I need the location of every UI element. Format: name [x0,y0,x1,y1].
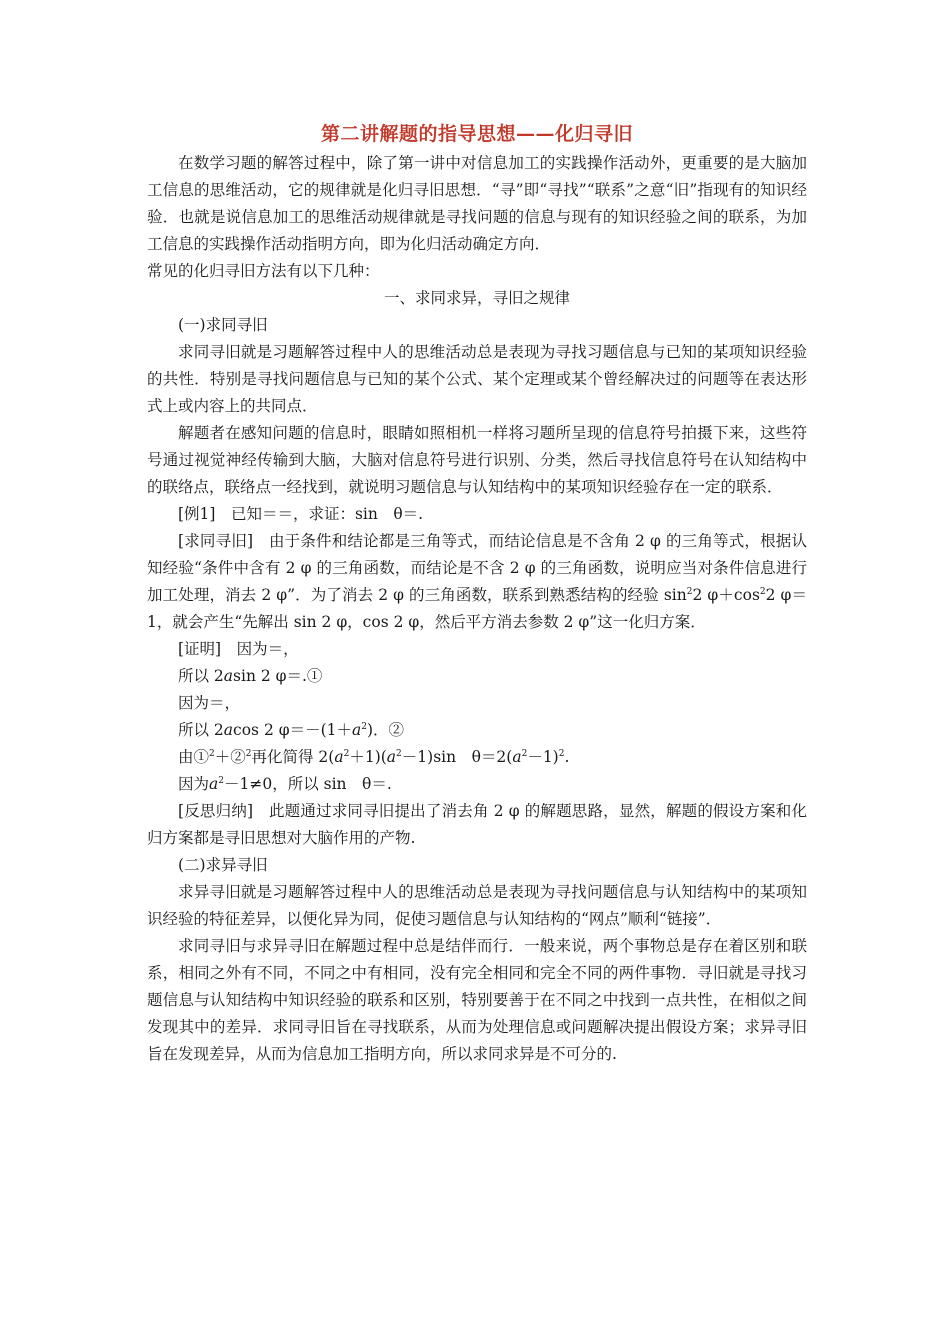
proof-text: 再化简得 2( [251,748,335,766]
superscript: 2 [558,749,565,759]
variable-a: a [223,667,234,685]
proof-text: 所以 2 [178,721,224,739]
superscript: 2 [361,722,367,732]
proof-text: －1)sin θ＝2( [401,748,513,766]
example-1: [例1] 已知＝＝，求证：sin θ＝. [178,505,424,523]
proof-line-1: [证明] 因为＝， [178,640,299,658]
analysis-text-c: 2 φ＝1，就会产生“先解出 sin 2 φ，cos 2 φ，然后平方消去参数 2 φ”这一化归方案． [147,586,808,631]
subsection-heading-2: (二)求异寻旧 [178,856,268,874]
proof-line-3: 因为＝， [178,694,241,712]
subsection-2-paragraph-1: 求异寻旧就是习题解答过程中人的思维活动总是表现为寻找问题信息与认知结构中的某项知识经验的特征差异，以便化异为同，促使习题信息与认知结构的“网点”顺利“链接”． [147,883,807,928]
section-heading: 一、求同求异，寻旧之规律 [383,289,570,307]
variable-a: a [223,721,234,739]
proof-line-2 [147,663,807,690]
proof-line-4 [147,717,807,744]
page-title: 第二讲解题的指导思想——化归寻旧 [320,123,633,145]
variable-a: a [352,721,362,739]
superscript: 2 [245,749,252,759]
reflection-paragraph: [反思归纳] 此题通过求同寻旧提出了消去角 2 φ 的解题思路，显然，解题的假设方案和化归方案都是寻旧思想对大脑作用的产物. [147,802,807,847]
proof-text: ＋② [214,748,246,766]
proof-text: cos 2 φ＝－(1＋ [233,721,352,739]
variable-a: a [512,748,522,766]
subsection-2-paragraph-2: 求同寻旧与求异寻旧在解题过程中总是结伴而行．一般来说，两个事物总是存在着区别和联系，相同之外有不同，不同之中有相同，没有完全相同和完全不同的两件事物．寻旧就是寻找习题信息与认知结构中知识经验的联系和区别，特别要善于在不同之中找到一点共性，在相似之间发现其中的差异．求同寻旧旨在寻找联系，从而为处理信息或问题解决提出假设方案；求异寻旧旨在发现差异，从而为信息加工指明方向，所以求同求异是不可分的. [147,937,807,1063]
proof-text: －1) [527,748,559,766]
intro-paragraph-2: 常见的化归寻旧方法有以下几种： [147,262,380,280]
variable-a: a [386,748,397,766]
subsection-1-paragraph-1: 求同寻旧就是习题解答过程中人的思维活动总是表现为寻找习题信息与已知的某项知识经验的共性．特别是寻找问题信息与已知的某个公式、某个定理或某个曾经解决过的问题等在表达形式上或内容上的共同点． [147,343,807,415]
superscript: 2 [396,749,402,759]
analysis-superscript: 2 [759,587,766,597]
proof-text: 因为 [178,775,210,793]
proof-text: 由① [178,748,210,766]
proof-line-6 [147,771,807,798]
superscript: 2 [209,749,215,759]
proof-line-5: 由①$^2$＋②$^2$再化简得 $2(a^2+1)(a^2-1)\sin$ $\theta=2(a^2-1)^2$. [178,748,570,766]
proof-text: 所以 2 [178,667,224,685]
analysis-text-b: 2 φ＋cos [692,586,760,604]
proof-text: )．② [366,721,405,739]
proof-text: sin 2 φ＝.① [233,667,323,685]
document-body [147,118,807,1068]
variable-a: a [209,775,219,793]
superscript: 2 [218,776,224,786]
analysis-text-a: [求同寻旧] 由于条件和结论都是三角等式，而结论信息是不含角 2 φ 的三角等式，根据认知经验“条件中含有 2 φ 的三角函数，而结论是不含 2 φ 的三角函数，说明应当对条件信息进行加工处理，消去 2 φ”．为了消去 2 φ 的三角函数，联系到熟悉结构的经验 sin [147,532,807,604]
analysis-superscript: 2 [686,587,693,597]
subsection-1-paragraph-2: 解题者在感知问题的信息时，眼睛如照相机一样将习题所呈现的信息符号拍摄下来，这些符号通过视觉神经传输到大脑，大脑对信息符号进行识别、分类，然后寻找信息符号在认知结构中的联络点，联络点一经找到，就说明习题信息与认知结构中的某项知识经验存在一定的联系． [147,424,807,496]
intro-paragraph: 在数学习题的解答过程中，除了第一讲中对信息加工的实践操作活动外，更重要的是大脑加工信息的思维活动，它的规律就是化归寻旧思想．“寻”即“寻找”“联系”之意“旧”指现有的知识经验．也就是说信息加工的思维活动规律就是寻找问题的信息与现有的知识经验之间的联系，为加工信息的实践操作活动指明方向，即为化归活动确定方向． [147,154,807,253]
subsection-heading-1: (一)求同寻旧 [178,316,268,334]
variable-a: a [334,748,344,766]
analysis-paragraph [147,528,807,636]
proof-text: －1≠0，所以 sin θ＝. [224,775,392,793]
superscript: 2 [343,749,350,759]
proof-text: ＋1)( [349,748,387,766]
superscript: 2 [521,749,528,759]
